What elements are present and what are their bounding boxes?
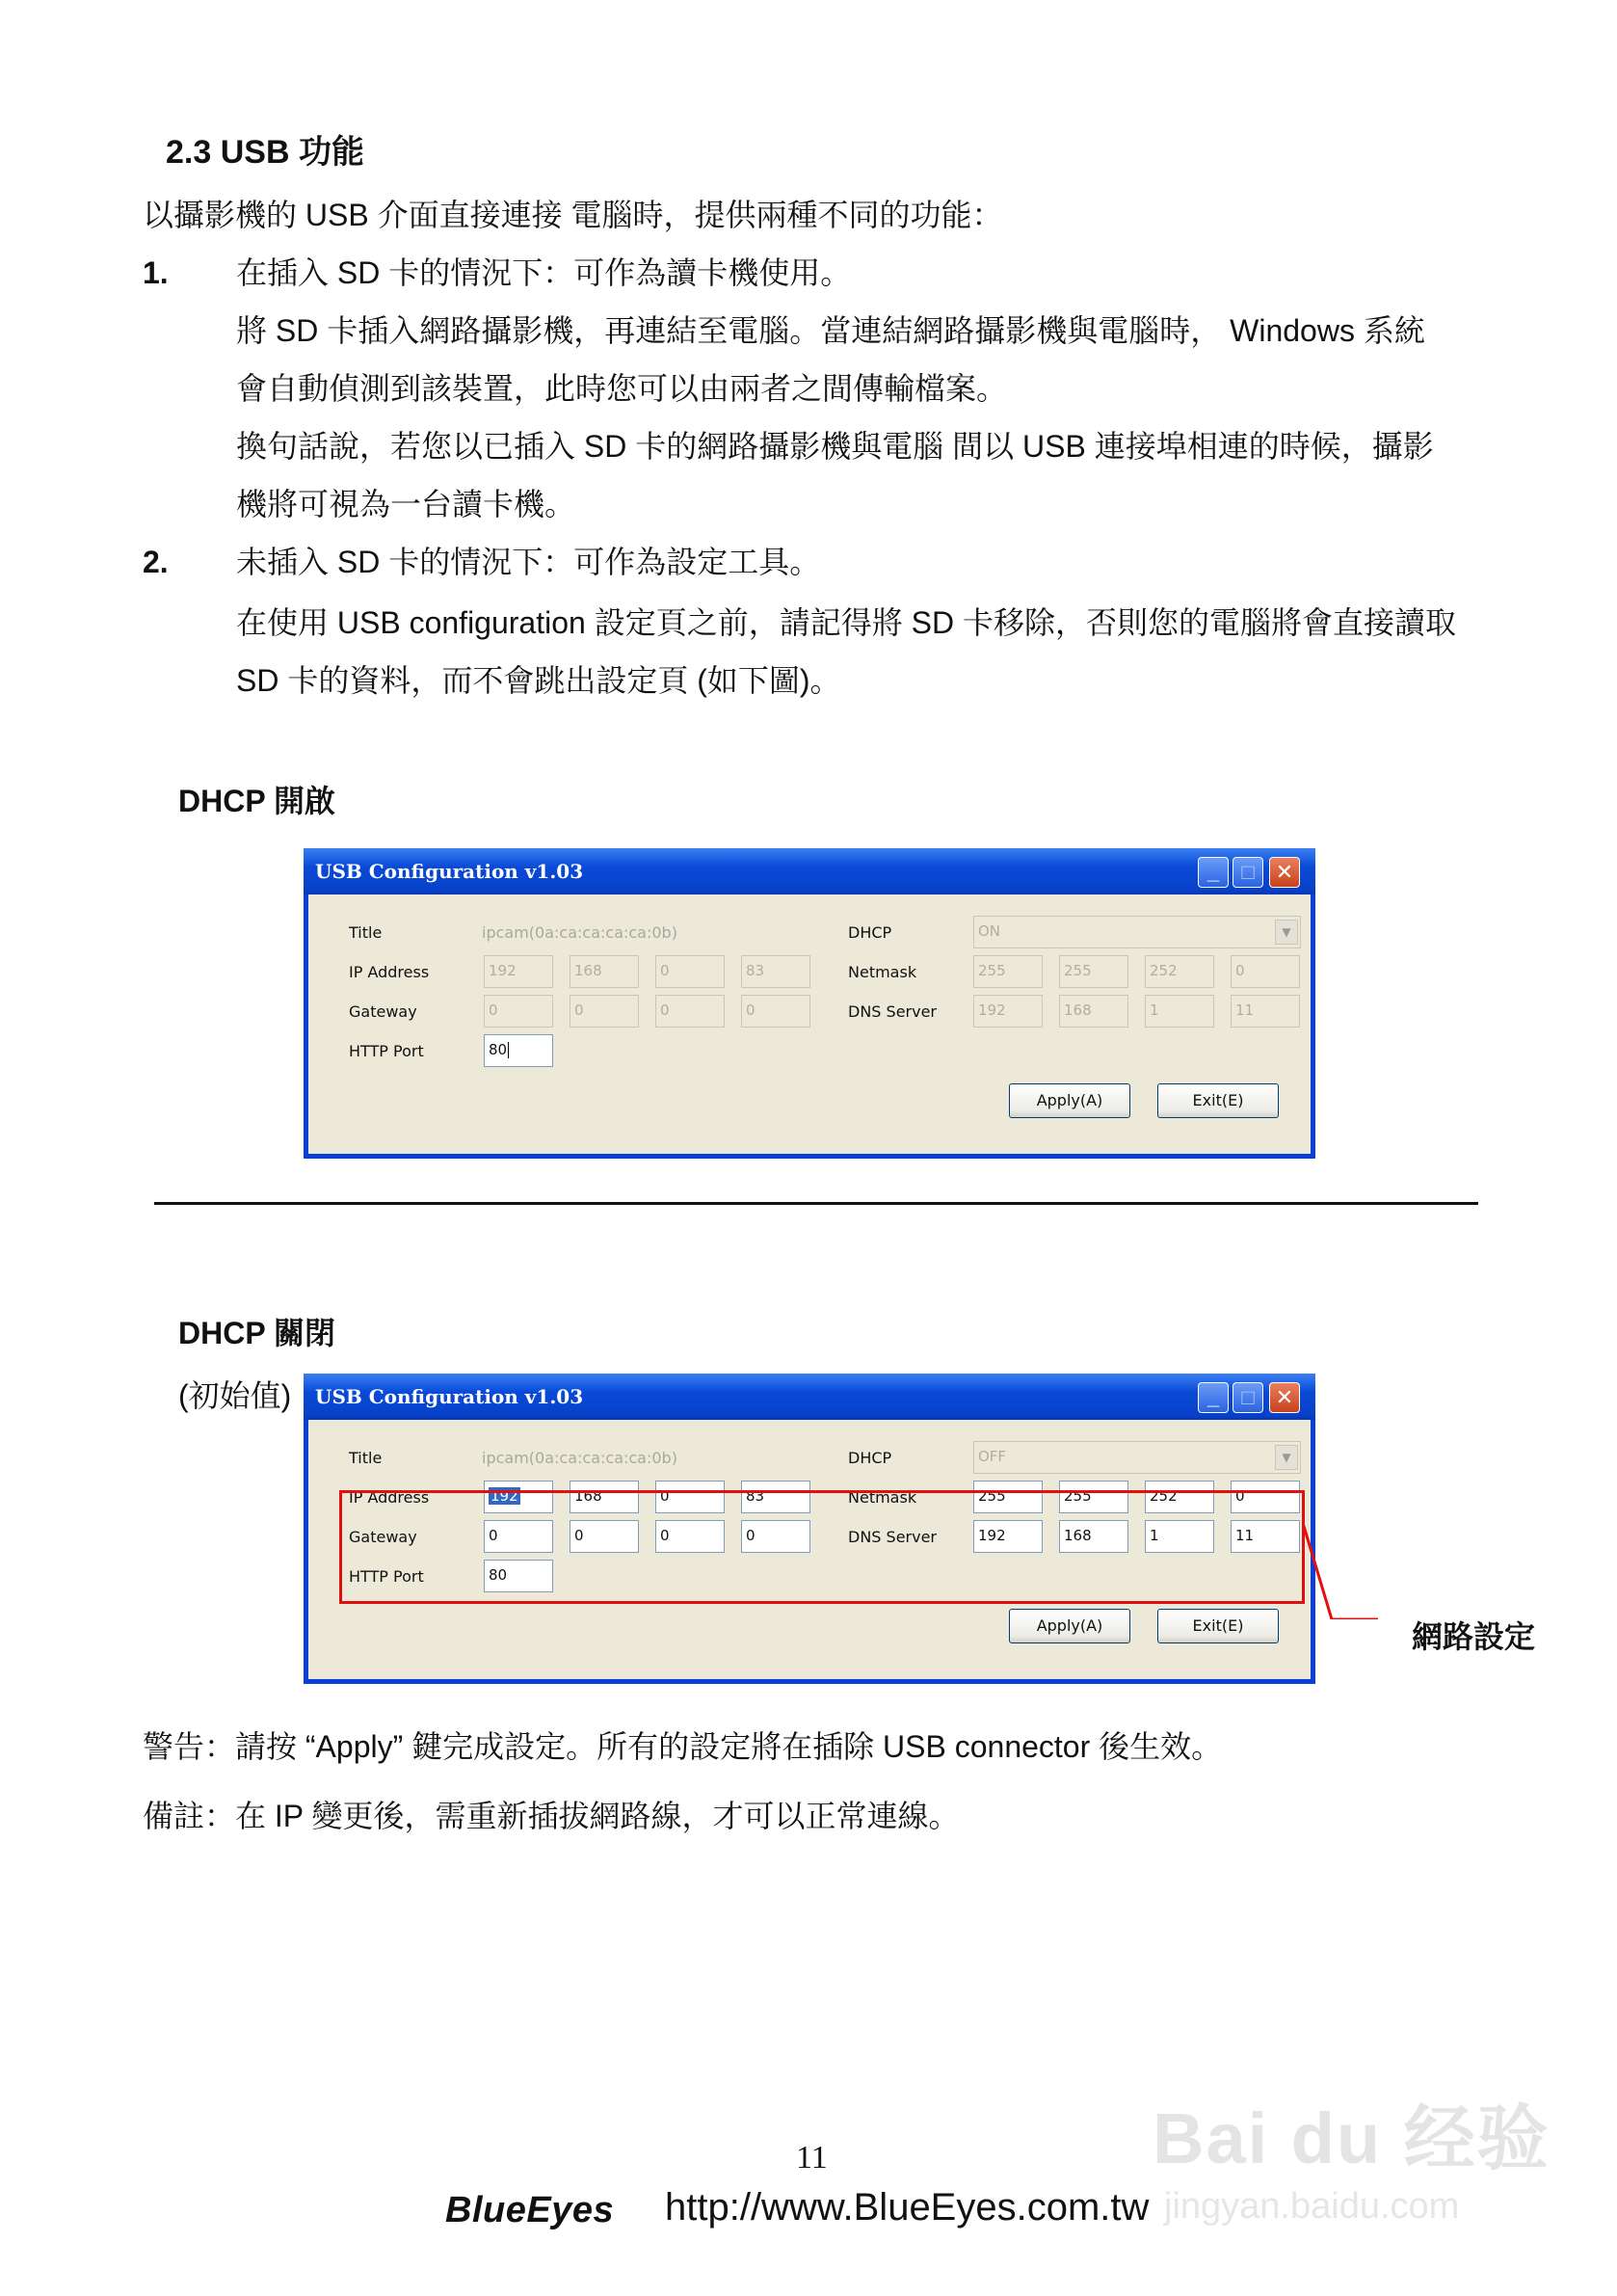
- apply-button[interactable]: Apply(A): [1009, 1083, 1130, 1118]
- dhcp-select-value: ON: [978, 922, 1001, 940]
- item1-line2: 會自動偵測到該裝置，此時您可以由兩者之間傳輸檔案。: [236, 371, 1008, 406]
- netmask-octet-3[interactable]: 252: [1145, 1481, 1214, 1513]
- http-port-value: 80: [489, 1041, 508, 1058]
- item1-number: 1.: [143, 255, 169, 290]
- dhcp-on-label: DHCP 開啟: [178, 784, 335, 818]
- gateway-octet-3[interactable]: 0: [655, 1520, 725, 1553]
- minimize-button[interactable]: [1198, 857, 1229, 888]
- netmask-octet-2[interactable]: 255: [1059, 1481, 1128, 1513]
- baidu-watermark-url: jingyan.baidu.com: [1164, 2186, 1460, 2227]
- http-port-input[interactable]: [484, 1034, 553, 1067]
- netmask-octet-2[interactable]: 255: [1059, 955, 1128, 988]
- dialog-title: USB Configuration v1.03: [315, 1385, 584, 1408]
- http-port-input[interactable]: 80: [484, 1560, 553, 1592]
- callout-connector: [1303, 1504, 1399, 1619]
- gateway-octet-1[interactable]: 0: [484, 995, 553, 1028]
- gateway-label: Gateway: [349, 1002, 417, 1021]
- ip-octet-2[interactable]: 168: [570, 1481, 639, 1513]
- gateway-octet-4[interactable]: 0: [741, 995, 810, 1028]
- dhcp-off-label: DHCP 關閉: [178, 1316, 335, 1350]
- minimize-icon: _: [1206, 1385, 1220, 1409]
- dialog-titlebar[interactable]: [304, 1374, 1315, 1420]
- dns-octet-2[interactable]: 168: [1059, 995, 1128, 1028]
- gateway-octet-2[interactable]: 0: [570, 995, 639, 1028]
- callout-line: [1303, 1523, 1378, 1619]
- maximize-button[interactable]: [1233, 857, 1263, 888]
- dns-octet-4[interactable]: 11: [1231, 995, 1300, 1028]
- dns-octet-3[interactable]: 1: [1145, 995, 1214, 1028]
- title-label: Title: [349, 923, 383, 942]
- gateway-octet-1[interactable]: 0: [484, 1520, 553, 1553]
- item2-heading: 未插入 SD 卡的情況下：可作為設定工具。: [236, 545, 821, 579]
- ip-octet-1-value: 192: [490, 1487, 518, 1505]
- ip-label: IP Address: [349, 1488, 430, 1507]
- warning-text: 警告：請按 “Apply” 鍵完成設定。所有的設定將在插除 USB connector 後生效。: [143, 1729, 1223, 1764]
- initial-value-label: (初始值): [178, 1378, 292, 1413]
- item2-number: 2.: [143, 545, 169, 579]
- item1-line3: 換句話說，若您以已插入 SD 卡的網路攝影機與電腦 間以 USB 連接埠相連的時候，攝影: [236, 429, 1434, 464]
- dns-octet-1[interactable]: 192: [973, 1520, 1043, 1553]
- gateway-octet-3[interactable]: 0: [655, 995, 725, 1028]
- netmask-octet-3[interactable]: 252: [1145, 955, 1214, 988]
- close-button[interactable]: [1269, 857, 1300, 888]
- netmask-label: Netmask: [848, 963, 917, 981]
- dialog-titlebar[interactable]: [304, 848, 1315, 894]
- ip-octet-3[interactable]: 0: [655, 955, 725, 988]
- dns-label: DNS Server: [848, 1528, 937, 1546]
- minimize-button[interactable]: [1198, 1382, 1229, 1413]
- intro-text: 以攝影機的 USB 介面直接連接 電腦時，提供兩種不同的功能：: [143, 198, 1003, 232]
- item1-line1: 將 SD 卡插入網路攝影機，再連結至電腦。當連結網路攝影機與電腦時， Windows 系統: [236, 313, 1425, 348]
- baidu-watermark: Bai du 经验: [1153, 2098, 1551, 2178]
- gateway-octet-4[interactable]: 0: [741, 1520, 810, 1553]
- ip-octet-4[interactable]: 83: [741, 955, 810, 988]
- ip-label: IP Address: [349, 963, 430, 981]
- ip-octet-3[interactable]: 0: [655, 1481, 725, 1513]
- text-caret: [508, 1042, 509, 1058]
- dhcp-label: DHCP: [848, 1449, 892, 1467]
- netmask-label: Netmask: [848, 1488, 917, 1507]
- close-button[interactable]: [1269, 1382, 1300, 1413]
- footer-brand-logo: BlueEyes: [445, 2190, 615, 2230]
- dhcp-label: DHCP: [848, 923, 892, 942]
- exit-button[interactable]: Exit(E): [1157, 1083, 1279, 1118]
- minimize-icon: _: [1206, 860, 1220, 884]
- port-label: HTTP Port: [349, 1042, 424, 1060]
- dns-octet-4[interactable]: 11: [1231, 1520, 1300, 1553]
- title-label: Title: [349, 1449, 383, 1467]
- netmask-octet-4[interactable]: 0: [1231, 1481, 1300, 1513]
- usb-config-dialog-dhcp-on: [304, 848, 1315, 1159]
- dhcp-select[interactable]: [973, 1441, 1301, 1474]
- item2-line1: 在使用 USB configuration 設定頁之前，請記得將 SD 卡移除，否則您的電腦將會直接讀取: [236, 605, 1456, 640]
- page-number: 11: [796, 2140, 828, 2176]
- dialog-title: USB Configuration v1.03: [315, 860, 584, 883]
- exit-button[interactable]: Exit(E): [1157, 1609, 1279, 1643]
- dialog-client: [308, 894, 1311, 1154]
- close-icon: ✕: [1275, 1385, 1294, 1409]
- netmask-octet-1[interactable]: 255: [973, 1481, 1043, 1513]
- maximize-icon: □: [1241, 860, 1255, 884]
- ip-octet-2[interactable]: 168: [570, 955, 639, 988]
- network-settings-highlight: [339, 1490, 1305, 1604]
- dhcp-select-value: OFF: [978, 1448, 1007, 1465]
- divider-rule: [154, 1202, 1478, 1205]
- dns-label: DNS Server: [848, 1002, 937, 1021]
- dns-octet-2[interactable]: 168: [1059, 1520, 1128, 1553]
- chevron-down-icon: ▼: [1275, 1445, 1298, 1470]
- footer-url[interactable]: http://www.BlueEyes.com.tw: [665, 2186, 1150, 2229]
- gateway-octet-2[interactable]: 0: [570, 1520, 639, 1553]
- item2-line2: SD 卡的資料，而不會跳出設定頁 (如下圖)。: [236, 663, 841, 698]
- item1-line4: 機將可視為一台讀卡機。: [236, 487, 576, 521]
- apply-button[interactable]: Apply(A): [1009, 1609, 1130, 1643]
- dhcp-select[interactable]: [973, 916, 1301, 948]
- gateway-label: Gateway: [349, 1528, 417, 1546]
- title-value: ipcam(0a:ca:ca:ca:ca:0b): [482, 1449, 677, 1467]
- netmask-octet-4[interactable]: 0: [1231, 955, 1300, 988]
- chevron-down-icon: ▼: [1275, 920, 1298, 945]
- title-value: ipcam(0a:ca:ca:ca:ca:0b): [482, 923, 677, 942]
- port-label: HTTP Port: [349, 1567, 424, 1586]
- dns-octet-1[interactable]: 192: [973, 995, 1043, 1028]
- maximize-icon: □: [1241, 1385, 1255, 1409]
- close-icon: ✕: [1275, 860, 1294, 884]
- note-text: 備註：在 IP 變更後，需重新插拔網路線，才可以正常連線。: [143, 1799, 960, 1833]
- ip-octet-4[interactable]: 83: [741, 1481, 810, 1513]
- dns-octet-3[interactable]: 1: [1145, 1520, 1214, 1553]
- section-title: 2.3 USB 功能: [166, 134, 364, 171]
- ip-octet-1[interactable]: 192: [484, 955, 553, 988]
- network-settings-label: 網路設定: [1412, 1619, 1536, 1654]
- maximize-button[interactable]: [1233, 1382, 1263, 1413]
- netmask-octet-1[interactable]: 255: [973, 955, 1043, 988]
- item1-heading: 在插入 SD 卡的情況下：可作為讀卡機使用。: [236, 255, 852, 290]
